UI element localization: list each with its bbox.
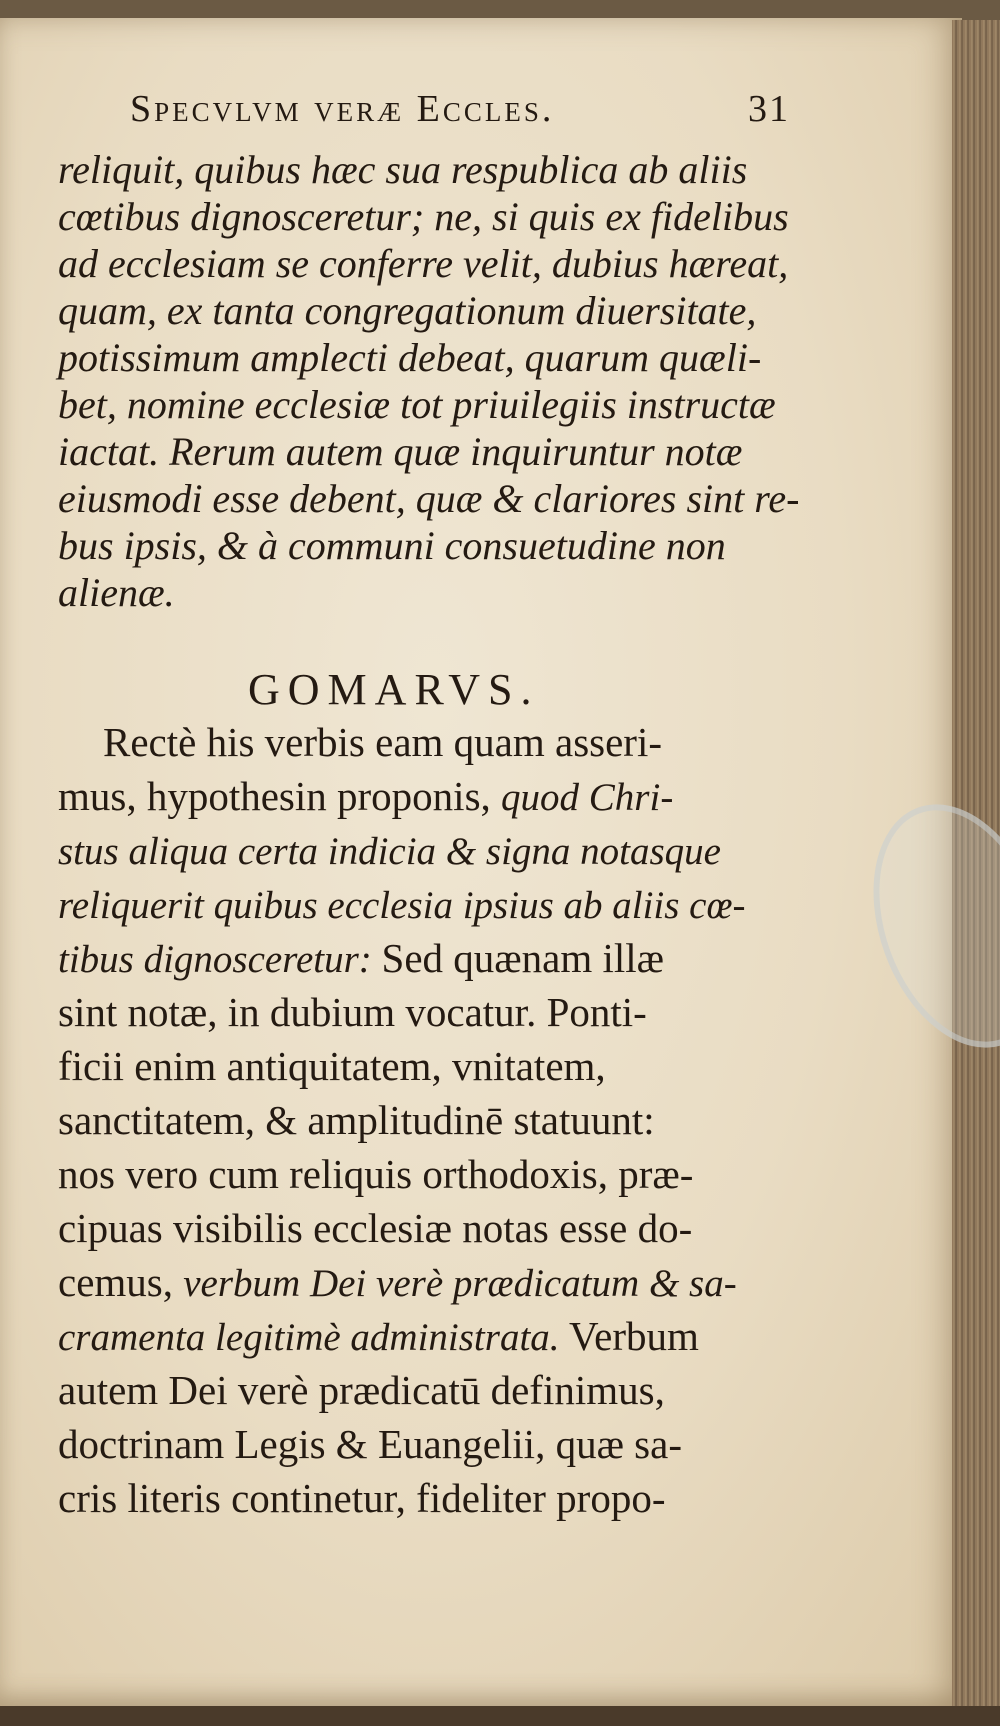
body-line [58,884,798,925]
roman-segment: mus, hypothesin proponis, [58,773,502,819]
roman-segment: cris literis continetur, fideliter propo- [58,1475,666,1521]
body-line [58,1043,798,1089]
roman-segment: Verbum [559,1313,699,1359]
italic-segment: reliquerit quibus ecclesia ipsius ab aliis cœ- [58,884,746,927]
body-line [58,1367,798,1413]
roman-segment: nos vero cum reliquis orthodoxis, præ- [58,1151,694,1197]
italic-line: alienæ. [58,570,175,615]
page-number: 31 [748,88,790,130]
italic-line: eiusmodi esse debent, quæ & clariores sint re- [58,476,800,521]
italic-line: cœtibus dignosceretur; ne, si quis ex fidelibus [58,194,789,239]
roman-segment: doctrinam Legis & Euangelii, quæ sa- [58,1421,682,1467]
body-line [58,1313,798,1359]
italic-line: quam, ex tanta congregationum diuersitate, [58,288,757,333]
roman-segment: sanctitatem, & amplitudinē statuunt: [58,1097,655,1143]
body-line [58,830,798,871]
italic-segment: tibus dignosceretur: [58,938,382,981]
roman-segment: autem Dei verè prædicatū definimus, [58,1367,665,1413]
italic-line: reliquit, quibus hæc sua respublica ab aliis [58,147,748,192]
italic-line: bet, nomine ecclesiæ tot priuilegiis instructæ [58,382,776,427]
body-line [58,1097,798,1143]
roman-segment: sint notæ, in dubium vocatur. Ponti- [58,989,647,1035]
roman-segment: ficii enim antiquitatem, vnitatem, [58,1043,606,1089]
roman-segment: cemus, [58,1259,184,1305]
body-line [58,935,798,981]
running-title: Specvlvm veræ Eccles. [130,88,555,130]
italic-segment: cramenta legitimè administrata. [58,1316,560,1359]
body-line [58,989,798,1035]
roman-segment: Sed quænam illæ [381,935,664,981]
section-heading: GOMARVS. [248,665,540,714]
italic-segment: verbum Dei verè prædicatum & sa- [183,1262,737,1305]
body-line [58,1421,798,1467]
body-line [103,719,843,765]
body-line [58,1151,798,1197]
scan-bottom-border [0,1706,1000,1726]
italic-line: bus ipsis, & à communi consuetudine non [58,523,726,568]
body-line [58,1475,798,1521]
italic-line: potissimum amplecti debeat, quarum quæli- [58,335,762,380]
italic-segment: stus aliqua certa indicia & signa notasque [58,830,721,873]
body-line [58,1259,798,1305]
scan-top-border [0,0,1000,20]
body-line [58,1205,798,1251]
italic-segment: quod Chri- [501,776,674,819]
body-line [58,773,798,819]
roman-segment: Rectè his verbis eam quam asseri- [103,719,663,765]
italic-line: ad ecclesiam se conferre velit, dubius hæreat, [58,241,789,286]
italic-line: iactat. Rerum autem quæ inquiruntur notæ [58,429,743,474]
running-header [130,90,790,128]
roman-segment: cipuas visibilis ecclesiæ notas esse do- [58,1205,693,1251]
